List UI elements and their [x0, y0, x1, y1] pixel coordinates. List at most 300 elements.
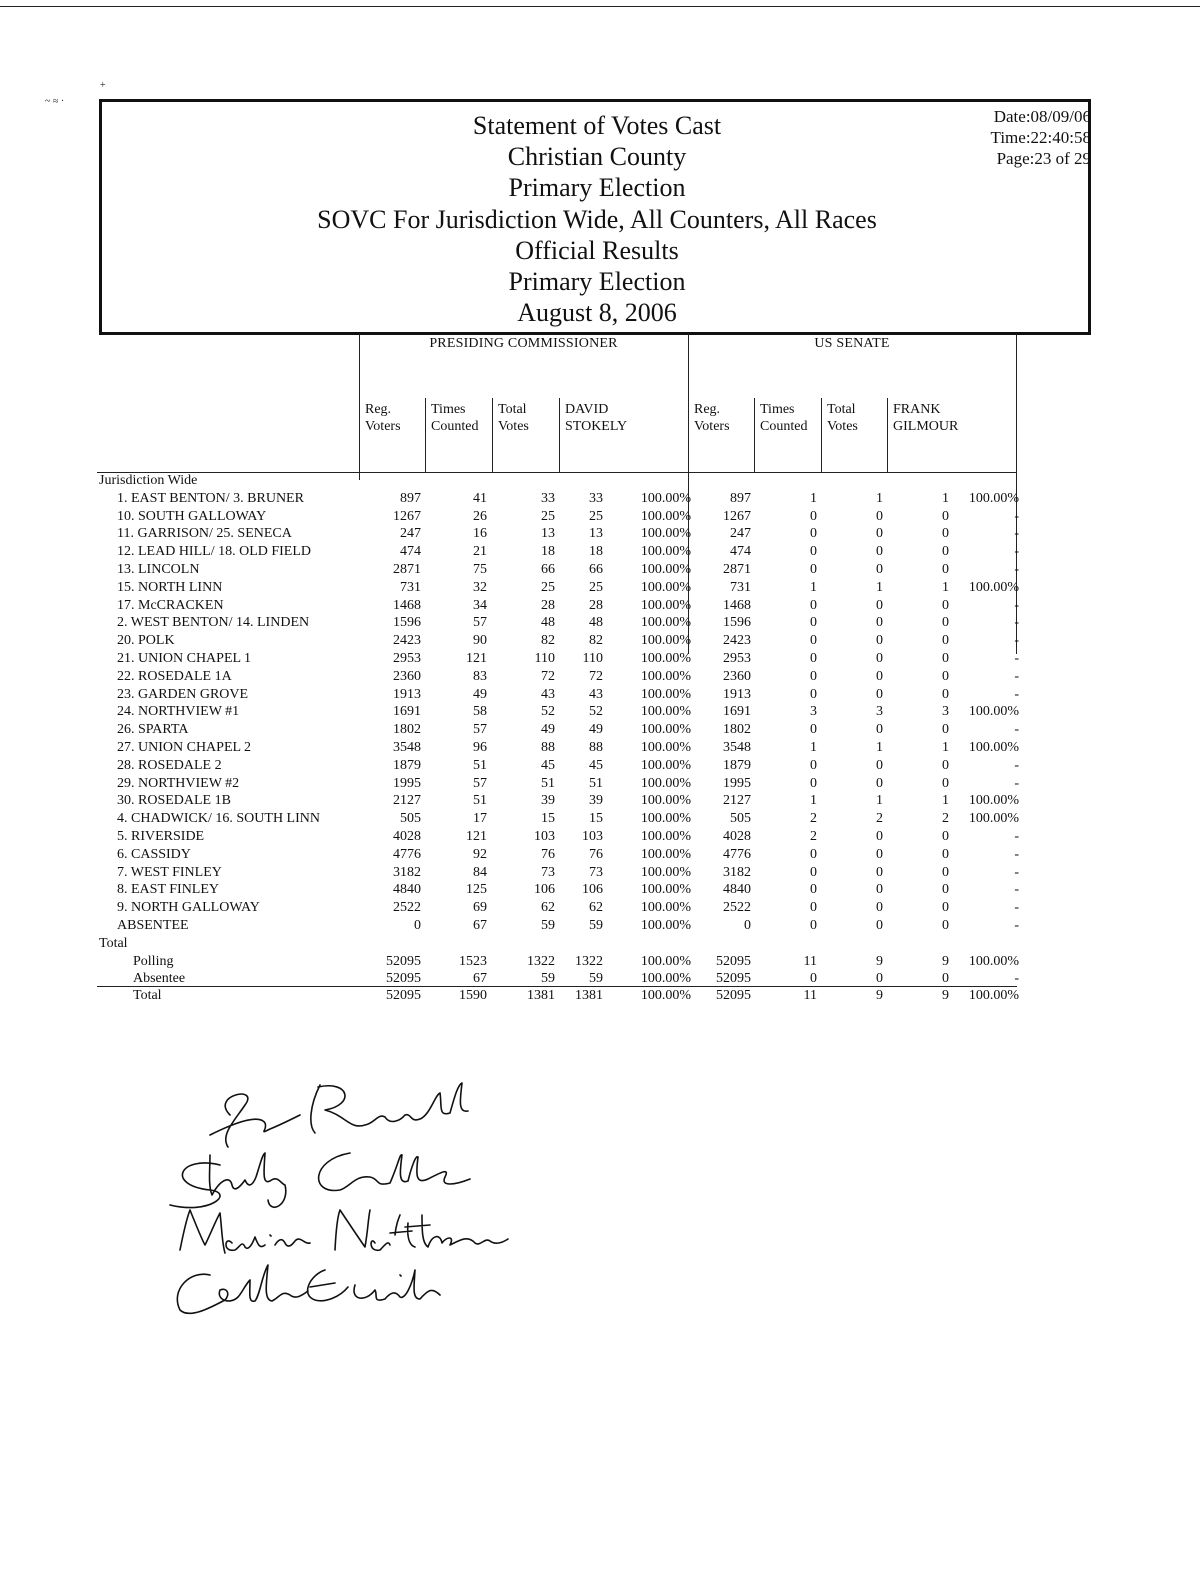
- total-votes-cell: 0: [876, 633, 883, 649]
- row-label: 8. EAST FINLEY: [117, 882, 220, 898]
- candidate-percent-cell: 100.00%: [640, 544, 691, 560]
- candidate-votes-cell: 0: [942, 651, 949, 666]
- total-votes-cell: 103: [534, 829, 555, 844]
- candidate-percent-cell: 100.00%: [640, 490, 691, 506]
- total-votes-cell: 0: [876, 918, 883, 933]
- reg-voters-cell: 4028: [393, 829, 421, 844]
- candidate-votes-cell: 0: [942, 615, 949, 631]
- row-label: 10. SOUTH GALLOWAY: [117, 508, 267, 524]
- report-title: Statement of Votes Cast: [472, 111, 722, 140]
- times-counted-cell: 0: [810, 597, 817, 613]
- candidate-percent-cell: -: [1014, 918, 1019, 933]
- total-votes-cell: 0: [876, 597, 883, 613]
- candidate-votes-cell: 0: [942, 722, 949, 738]
- candidate-votes-cell: 59: [589, 918, 603, 933]
- reg-voters-cell: 52095: [386, 953, 421, 969]
- total-votes-cell: 33: [541, 490, 555, 506]
- candidate-percent-cell: -: [1014, 526, 1019, 542]
- total-votes-cell: 59: [541, 918, 555, 933]
- times-counted-cell: 1: [810, 490, 817, 506]
- reg-voters-cell: 1691: [393, 704, 421, 720]
- subtotal-row: [97, 953, 1017, 971]
- report-title-block: [102, 110, 1092, 328]
- table-row: [97, 579, 1017, 597]
- times-counted-cell: 0: [810, 508, 817, 524]
- total-votes-cell: 0: [876, 864, 883, 880]
- total-votes-cell: 0: [876, 829, 883, 844]
- section-label-row: [97, 472, 1017, 490]
- total-label-row: [97, 935, 1017, 953]
- total-votes-cell: 28: [541, 597, 555, 613]
- col-total-votes-senate: Total Votes: [827, 402, 858, 434]
- total-votes-cell: 45: [541, 757, 555, 773]
- total-label: Total: [99, 935, 128, 951]
- candidate-votes-cell: 3: [942, 704, 949, 720]
- row-label: Absentee: [133, 971, 186, 987]
- row-label: 9. NORTH GALLOWAY: [117, 900, 260, 916]
- row-label: 24. NORTHVIEW #1: [117, 704, 240, 720]
- reg-voters-cell: 2522: [723, 900, 751, 916]
- total-votes-cell: 51: [541, 775, 555, 791]
- candidate-percent-cell: -: [1014, 633, 1019, 649]
- candidate-percent-cell: 100.00%: [640, 526, 691, 542]
- total-votes-cell: 0: [876, 882, 883, 898]
- reg-voters-cell: 1596: [393, 615, 421, 631]
- reg-voters-cell: 2360: [393, 668, 421, 684]
- row-label: 23. GARDEN GROVE: [117, 686, 249, 702]
- candidate-votes-cell: 1: [942, 793, 949, 809]
- total-votes-cell: 76: [541, 846, 555, 862]
- candidate-percent-cell: -: [1014, 864, 1019, 880]
- times-counted-cell: 1: [810, 579, 817, 595]
- reg-voters-cell: 1468: [393, 597, 421, 613]
- candidate-percent-cell: 100.00%: [640, 793, 691, 809]
- reg-voters-cell: 1468: [723, 597, 751, 613]
- candidate-percent-cell: 100.00%: [640, 722, 691, 738]
- total-votes-cell: 0: [876, 544, 883, 560]
- reg-voters-cell: 731: [400, 579, 421, 595]
- times-counted-cell: 1: [810, 793, 817, 809]
- total-votes-cell: 88: [541, 740, 555, 755]
- reg-voters-cell: 52095: [386, 988, 421, 1003]
- times-counted-cell: 58: [473, 704, 487, 720]
- candidate-percent-cell: -: [1014, 597, 1019, 613]
- reg-voters-cell: 1802: [393, 722, 421, 738]
- reg-voters-cell: 2423: [393, 633, 421, 649]
- times-counted-cell: 69: [473, 900, 487, 916]
- candidate-votes-cell: 0: [942, 597, 949, 613]
- candidate-percent-cell: 100.00%: [640, 633, 691, 649]
- total-votes-cell: 9: [876, 953, 883, 969]
- reg-voters-cell: 247: [400, 526, 421, 542]
- group-us-senate: US SENATE: [814, 336, 890, 351]
- total-votes-cell: 1381: [527, 988, 555, 1003]
- candidate-votes-cell: 73: [589, 864, 603, 880]
- candidate-percent-cell: 100.00%: [968, 988, 1019, 1003]
- reg-voters-cell: 52095: [716, 988, 751, 1003]
- reg-voters-cell: 3182: [393, 864, 421, 880]
- row-label: 13. LINCOLN: [117, 562, 200, 577]
- total-votes-cell: 25: [541, 508, 555, 524]
- total-votes-cell: 0: [876, 971, 883, 987]
- candidate-votes-cell: 1322: [575, 953, 603, 969]
- candidate-votes-cell: 72: [589, 668, 603, 684]
- candidate-votes-cell: 48: [589, 615, 603, 631]
- times-counted-cell: 90: [473, 633, 487, 649]
- candidate-votes-cell: 76: [589, 846, 603, 862]
- total-votes-cell: 0: [876, 526, 883, 542]
- times-counted-cell: 84: [473, 864, 487, 880]
- total-votes-cell: 48: [541, 615, 555, 631]
- total-votes-cell: 0: [876, 651, 883, 666]
- reg-voters-cell: 2522: [393, 900, 421, 916]
- candidate-percent-cell: 100.00%: [640, 740, 691, 755]
- candidate-percent-cell: 100.00%: [640, 882, 691, 898]
- candidate-percent-cell: 100.00%: [640, 829, 691, 844]
- reg-voters-cell: 2871: [723, 562, 751, 577]
- times-counted-cell: 0: [810, 651, 817, 666]
- candidate-percent-cell: 100.00%: [640, 846, 691, 862]
- row-label: 4. CHADWICK/ 16. SOUTH LINN: [117, 811, 320, 827]
- total-votes-cell: 62: [541, 900, 555, 916]
- signature-4: [177, 1265, 440, 1313]
- times-counted-cell: 0: [810, 633, 817, 649]
- candidate-percent-cell: 100.00%: [640, 704, 691, 720]
- total-votes-cell: 0: [876, 900, 883, 916]
- table-row: [97, 864, 1017, 882]
- table-row: [97, 917, 1017, 935]
- candidate-votes-cell: 25: [589, 579, 603, 595]
- table-row: [97, 632, 1017, 650]
- candidate-votes-cell: 59: [589, 971, 603, 987]
- candidate-votes-cell: 0: [942, 686, 949, 702]
- times-counted-cell: 49: [473, 686, 487, 702]
- candidate-votes-cell: 28: [589, 597, 603, 613]
- total-votes-cell: 0: [876, 686, 883, 702]
- candidate-votes-cell: 15: [589, 811, 603, 827]
- candidate-percent-cell: 100.00%: [640, 900, 691, 916]
- times-counted-cell: 0: [810, 846, 817, 862]
- times-counted-cell: 32: [473, 579, 487, 595]
- candidate-percent-cell: 100.00%: [968, 579, 1019, 595]
- col-reg-voters: Reg. Voters: [365, 402, 401, 434]
- election-type: Primary Election: [508, 173, 686, 203]
- total-votes-cell: 1: [876, 490, 883, 506]
- times-counted-cell: 121: [466, 651, 487, 666]
- row-label: 5. RIVERSIDE: [117, 829, 205, 844]
- candidate-percent-cell: -: [1014, 846, 1019, 862]
- times-counted-cell: 1590: [459, 988, 487, 1003]
- candidate-votes-cell: 52: [589, 704, 603, 720]
- candidate-percent-cell: -: [1014, 668, 1019, 684]
- candidate-votes-cell: 33: [589, 490, 603, 506]
- candidate-percent-cell: 100.00%: [640, 864, 691, 880]
- candidate-percent-cell: 100.00%: [640, 579, 691, 595]
- reg-voters-cell: 1913: [393, 686, 421, 702]
- total-votes-cell: 9: [876, 988, 883, 1003]
- times-counted-cell: 26: [473, 508, 487, 524]
- reg-voters-cell: 3548: [723, 740, 751, 755]
- times-counted-cell: 0: [810, 722, 817, 738]
- total-votes-cell: 0: [876, 775, 883, 791]
- reg-voters-cell: 52095: [716, 971, 751, 987]
- reg-voters-cell: 1802: [723, 722, 751, 738]
- election-type-repeat: Primary Election: [508, 267, 686, 297]
- total-votes-cell: 0: [876, 615, 883, 631]
- candidate-percent-cell: 100.00%: [968, 811, 1019, 827]
- row-label: 6. CASSIDY: [117, 846, 191, 862]
- reg-voters-cell: 247: [730, 526, 751, 542]
- reg-voters-cell: 897: [400, 490, 421, 506]
- row-label: 29. NORTHVIEW #2: [117, 775, 240, 791]
- table-row: [97, 828, 1017, 846]
- reg-voters-cell: 2871: [393, 562, 421, 577]
- candidate-votes-cell: 1: [942, 579, 949, 595]
- col-reg-voters-senate: Reg. Voters: [694, 402, 730, 434]
- table-row: [97, 846, 1017, 864]
- candidate-votes-cell: 103: [582, 829, 603, 844]
- total-votes-cell: 3: [876, 704, 883, 720]
- divider-col: [559, 398, 560, 472]
- times-counted-cell: 11: [803, 953, 817, 969]
- table-row: [97, 757, 1017, 775]
- election-date: August 8, 2006: [517, 298, 677, 328]
- page-top-rule: [0, 6, 1200, 7]
- total-votes-cell: 110: [534, 651, 555, 666]
- times-counted-cell: 0: [810, 615, 817, 631]
- candidate-votes-cell: 82: [589, 633, 603, 649]
- times-counted-cell: 11: [803, 988, 817, 1003]
- reg-voters-cell: 2423: [723, 633, 751, 649]
- candidate-percent-cell: -: [1014, 775, 1019, 791]
- reg-voters-cell: 1995: [393, 775, 421, 791]
- times-counted-cell: 57: [473, 615, 487, 631]
- reg-voters-cell: 2953: [393, 651, 421, 666]
- section-label: Jurisdiction Wide: [99, 473, 198, 488]
- reg-voters-cell: 505: [730, 811, 751, 827]
- candidate-votes-cell: 0: [942, 829, 949, 844]
- candidate-percent-cell: -: [1014, 615, 1019, 631]
- col-total-votes: Total Votes: [498, 402, 529, 434]
- total-votes-cell: 1: [876, 793, 883, 809]
- times-counted-cell: 0: [810, 686, 817, 702]
- col-times-counted-senate: Times Counted: [760, 402, 808, 434]
- signatures: [150, 1075, 570, 1325]
- table-row: [97, 810, 1017, 828]
- reg-voters-cell: 2127: [393, 793, 421, 809]
- total-votes-cell: 18: [541, 544, 555, 560]
- total-votes-cell: 0: [876, 562, 883, 577]
- table-row: [97, 561, 1017, 579]
- reg-voters-cell: 1691: [723, 704, 751, 720]
- times-counted-cell: 51: [473, 757, 487, 773]
- report-time: Time:22:40:58: [990, 128, 1091, 147]
- candidate-percent-cell: -: [1014, 562, 1019, 577]
- candidate-votes-cell: 1381: [575, 988, 603, 1003]
- candidate-percent-cell: 100.00%: [640, 562, 691, 577]
- candidate-percent-cell: 100.00%: [640, 811, 691, 827]
- candidate-votes-cell: 0: [942, 633, 949, 649]
- table-row: [97, 881, 1017, 899]
- candidate-percent-cell: -: [1014, 508, 1019, 524]
- divider-col: [887, 398, 888, 472]
- candidate-percent-cell: 100.00%: [640, 651, 691, 666]
- times-counted-cell: 57: [473, 722, 487, 738]
- total-votes-cell: 106: [534, 882, 555, 898]
- candidate-percent-cell: -: [1014, 882, 1019, 898]
- page-number: Page:23 of 29: [996, 149, 1091, 168]
- total-votes-cell: 73: [541, 864, 555, 880]
- row-label: 15. NORTH LINN: [117, 579, 223, 595]
- candidate-percent-cell: -: [1014, 686, 1019, 702]
- times-counted-cell: 21: [473, 544, 487, 560]
- candidate-votes-cell: 13: [589, 526, 603, 542]
- row-label: ABSENTEE: [117, 918, 189, 933]
- row-label: 1. EAST BENTON/ 3. BRUNER: [117, 490, 304, 506]
- table-row: [97, 703, 1017, 721]
- row-label: 30. ROSEDALE 1B: [117, 793, 231, 809]
- candidate-votes-cell: 0: [942, 526, 949, 542]
- candidate-votes-cell: 51: [589, 775, 603, 791]
- table-row: [97, 668, 1017, 686]
- row-label: 7. WEST FINLEY: [117, 864, 222, 880]
- reg-voters-cell: 1596: [723, 615, 751, 631]
- times-counted-cell: 3: [810, 704, 817, 720]
- times-counted-cell: 17: [473, 811, 487, 827]
- reg-voters-cell: 474: [400, 544, 421, 560]
- row-label: 27. UNION CHAPEL 2: [117, 740, 252, 755]
- candidate-votes-cell: 43: [589, 686, 603, 702]
- candidate-votes-cell: 0: [942, 544, 949, 560]
- times-counted-cell: 1523: [459, 953, 487, 969]
- row-label: Polling: [133, 953, 174, 969]
- times-counted-cell: 75: [473, 562, 487, 577]
- candidate-percent-cell: -: [1014, 757, 1019, 773]
- candidate-votes-cell: 2: [942, 811, 949, 827]
- total-votes-cell: 72: [541, 668, 555, 684]
- total-votes-cell: 25: [541, 579, 555, 595]
- table-row: [97, 792, 1017, 810]
- reg-voters-cell: 1267: [723, 508, 751, 524]
- divider-pc-left: [359, 334, 360, 472]
- reg-voters-cell: 474: [730, 544, 751, 560]
- reg-voters-cell: 1267: [393, 508, 421, 524]
- report-date: Date:08/09/06: [993, 107, 1091, 126]
- signature-2: [170, 1153, 470, 1208]
- group-presiding-commissioner: PRESIDING COMMISSIONER: [429, 336, 618, 351]
- table-row: [97, 650, 1017, 668]
- reg-voters-cell: 1995: [723, 775, 751, 791]
- table-row: [97, 721, 1017, 739]
- times-counted-cell: 0: [810, 775, 817, 791]
- times-counted-cell: 0: [810, 544, 817, 560]
- divider-col: [492, 398, 493, 472]
- reg-voters-cell: 4840: [393, 882, 421, 898]
- total-votes-cell: 0: [876, 757, 883, 773]
- scan-artifact: ~ ≈ ·: [45, 96, 65, 107]
- row-label: 26. SPARTA: [117, 722, 189, 738]
- signature-3: [180, 1210, 508, 1253]
- candidate-percent-cell: 100.00%: [640, 508, 691, 524]
- total-votes-cell: 2: [876, 811, 883, 827]
- reg-voters-cell: 52095: [386, 971, 421, 987]
- times-counted-cell: 51: [473, 793, 487, 809]
- total-votes-cell: 0: [876, 722, 883, 738]
- candidate-votes-cell: 106: [582, 882, 603, 898]
- table-row: [97, 597, 1017, 615]
- candidate-percent-cell: 100.00%: [640, 988, 691, 1003]
- table-row: [97, 775, 1017, 793]
- candidate-percent-cell: 100.00%: [968, 740, 1019, 755]
- candidate-percent-cell: 100.00%: [640, 953, 691, 969]
- candidate-percent-cell: -: [1014, 722, 1019, 738]
- total-votes-cell: 59: [541, 971, 555, 987]
- candidate-percent-cell: 100.00%: [640, 597, 691, 613]
- candidate-percent-cell: 100.00%: [640, 686, 691, 702]
- row-label: 21. UNION CHAPEL 1: [117, 651, 252, 666]
- reg-voters-cell: 4776: [723, 846, 751, 862]
- reg-voters-cell: 52095: [716, 953, 751, 969]
- candidate-votes-cell: 66: [589, 562, 603, 577]
- results-status: Official Results: [515, 235, 679, 265]
- times-counted-cell: 67: [473, 971, 487, 987]
- candidate-percent-cell: 100.00%: [968, 953, 1019, 969]
- table-row: [97, 686, 1017, 704]
- total-votes-cell: 0: [876, 846, 883, 862]
- table-row: [97, 739, 1017, 757]
- total-votes-cell: 82: [541, 633, 555, 649]
- report-header: [99, 99, 1091, 335]
- candidate-votes-cell: 18: [589, 544, 603, 560]
- total-votes-cell: 0: [876, 668, 883, 684]
- candidate-votes-cell: 0: [942, 882, 949, 898]
- candidate-votes-cell: 39: [589, 793, 603, 809]
- candidate-percent-cell: 100.00%: [640, 918, 691, 933]
- candidate-votes-cell: 0: [942, 508, 949, 524]
- candidate-percent-cell: -: [1014, 651, 1019, 666]
- times-counted-cell: 125: [466, 882, 487, 898]
- divider-col: [754, 398, 755, 472]
- reg-voters-cell: 1879: [723, 757, 751, 773]
- total-votes-cell: 1: [876, 579, 883, 595]
- times-counted-cell: 57: [473, 775, 487, 791]
- col-candidate-stokely: DAVID STOKELY: [565, 402, 628, 434]
- candidate-votes-cell: 9: [942, 988, 949, 1003]
- row-label: 2. WEST BENTON/ 14. LINDEN: [117, 615, 310, 631]
- times-counted-cell: 0: [810, 918, 817, 933]
- candidate-votes-cell: 1: [942, 490, 949, 506]
- candidate-votes-cell: 0: [942, 971, 949, 987]
- total-votes-cell: 66: [541, 562, 555, 577]
- reg-voters-cell: 4840: [723, 882, 751, 898]
- total-votes-cell: 13: [541, 526, 555, 542]
- table-row: [97, 525, 1017, 543]
- candidate-votes-cell: 110: [582, 651, 603, 666]
- candidate-votes-cell: 45: [589, 757, 603, 773]
- reg-voters-cell: 4776: [393, 846, 421, 862]
- times-counted-cell: 92: [473, 846, 487, 862]
- times-counted-cell: 0: [810, 526, 817, 542]
- candidate-percent-cell: 100.00%: [968, 704, 1019, 720]
- candidate-percent-cell: 100.00%: [640, 971, 691, 987]
- candidate-votes-cell: 1: [942, 740, 949, 755]
- table-row: [97, 508, 1017, 526]
- times-counted-cell: 2: [810, 829, 817, 844]
- report-scope: SOVC For Jurisdiction Wide, All Counters, All Races: [317, 204, 877, 234]
- reg-voters-cell: 1913: [723, 686, 751, 702]
- candidate-votes-cell: 88: [589, 740, 603, 755]
- row-label: 22. ROSEDALE 1A: [117, 668, 232, 684]
